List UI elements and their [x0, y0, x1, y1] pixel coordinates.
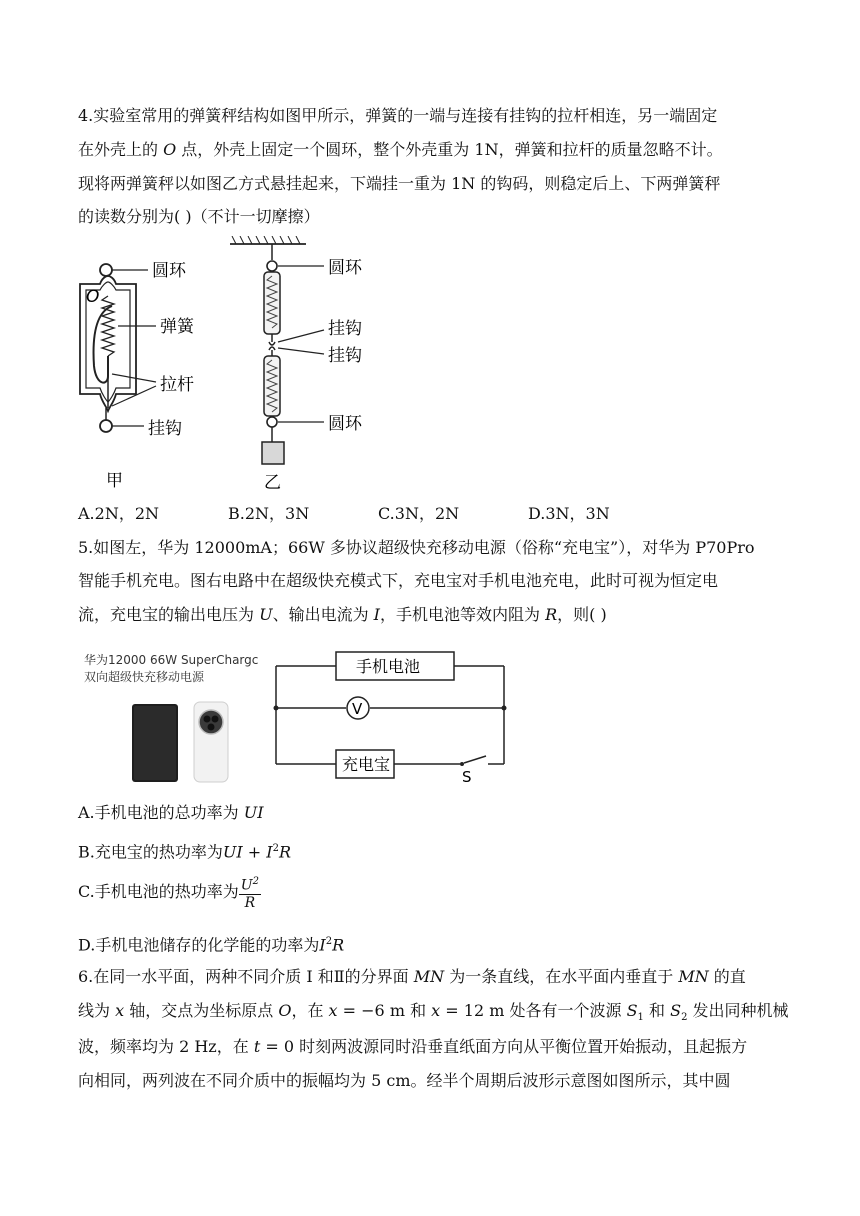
- q5-line-1: 5.如图左，华为 12000mA；66W 多协议超级快充移动电源（俗称“充电宝”），对华为 P70Pro: [78, 538, 755, 557]
- figure-jia: [72, 236, 232, 496]
- opt-b-r: R: [278, 842, 291, 862]
- var-mn: MN: [678, 967, 709, 986]
- opt-d-i: I: [319, 935, 326, 955]
- option-a-q4: A.2N，2N: [78, 504, 160, 523]
- q5-text: ，手机电池等效内阻为: [380, 605, 546, 624]
- figure-yi: [222, 236, 382, 496]
- upper-balance: [264, 272, 280, 334]
- ring-bottom-yi: [267, 417, 277, 427]
- point-o: O: [163, 140, 177, 159]
- opt-b-sup: 2: [272, 843, 279, 854]
- opt-a-expr: UI: [243, 803, 264, 822]
- var-r: R: [545, 605, 558, 624]
- option-b-q5: [78, 839, 291, 862]
- q5-text: ，则( ): [557, 605, 607, 624]
- label-hook1-yi: 挂钩: [328, 319, 362, 339]
- q6-line-3: 波，频率均为 2 Hz，在 t = 0 时刻两波源同时沿垂直纸面方向从平衡位置开始振动，且起振方: [78, 1037, 748, 1056]
- weight-block: [262, 442, 284, 464]
- q5-line-2: 智能手机充电。图右电路中在超级快充模式下，充电宝对手机电池充电，此时可视为恒定电: [78, 571, 719, 590]
- opt-d-text: D.手机电池储存的化学能的功率为: [78, 935, 320, 955]
- q5-text: 、输出电流为: [272, 605, 374, 624]
- var-o: O: [278, 1001, 292, 1020]
- circuit-diagram: [272, 648, 512, 783]
- label-hook2-yi: 挂钩: [328, 346, 362, 366]
- photo-title-2: 双向超级快充移动电源: [84, 670, 205, 684]
- power-bank-label: 充电宝: [342, 755, 391, 774]
- voltmeter-label: V: [352, 700, 363, 718]
- label-ring-top-yi: 圆环: [328, 258, 362, 278]
- q6-line-4: 向相同，两列波在不同介质中的振幅均为 5 cm。经半个周期后波形示意图如图所示，其中圆: [78, 1071, 731, 1090]
- label-spring-jia: 弹簧: [160, 317, 194, 337]
- opt-a-text: A.手机电池的总功率为: [78, 803, 244, 822]
- var-mn: MN: [413, 967, 445, 986]
- q4-line-2: [78, 140, 723, 160]
- var-t: t: [253, 1037, 261, 1056]
- fraction-u2-r: [239, 874, 261, 911]
- label-ring-jia: 圆环: [152, 261, 186, 281]
- option-d-q5: [78, 932, 344, 955]
- switch-s: [464, 756, 486, 763]
- opt-b-text: B.充电宝的热功率为: [78, 842, 223, 862]
- opt-d-sup: 2: [325, 936, 333, 947]
- fraction-numerator: $U^2$: [240, 876, 259, 894]
- ring-jia: [100, 264, 112, 276]
- q4-text: 在外壳上的: [78, 140, 164, 159]
- opt-d-r: R: [332, 935, 345, 955]
- label-hook-jia: 挂钩: [148, 419, 182, 439]
- var-i: I: [373, 605, 380, 624]
- switch-label: S: [462, 768, 472, 783]
- q4-line-1: 4.实验室常用的弹簧秤结构如图甲所示，弹簧的一端与连接有挂钩的拉杆相连，另一端固定: [78, 106, 718, 125]
- opt-b-i: I: [266, 842, 273, 862]
- option-a-q5: [78, 803, 264, 823]
- fraction-denominator: R: [244, 894, 256, 911]
- q5-text: 流，充电宝的输出电压为: [78, 605, 260, 624]
- caption-jia: 甲: [106, 471, 123, 491]
- photo-title-1: 华为12000 66W SuperChargc: [84, 653, 259, 667]
- q4-line-4: 的读数分别为( )（不计一切摩擦）: [78, 207, 320, 226]
- option-d-q4: D.3N，3N: [528, 504, 610, 523]
- power-bank-photo: [78, 648, 268, 788]
- q4-text: 点，外壳上固定一个圆环，整个外壳重为 1N，弹簧和拉杆的质量忽略不计。: [176, 140, 723, 159]
- option-b-q4: B.2N，3N: [228, 504, 310, 523]
- rod-jia: [94, 306, 112, 383]
- label-rod-jia: 拉杆: [160, 375, 194, 395]
- option-c-q5: [78, 874, 261, 911]
- var-x: x: [328, 1001, 338, 1020]
- var-u: U: [259, 605, 273, 624]
- opt-c-text: C.手机电池的热功率为: [78, 882, 239, 901]
- q6-line-1: 6.在同一水平面，两种不同介质 I 和Ⅱ的分界面 MN 为一条直线，在水平面内垂直于 MN 的直: [78, 967, 746, 986]
- caption-yi: 乙: [264, 473, 281, 493]
- ring-top-yi: [267, 261, 277, 271]
- var-x: x: [115, 1001, 125, 1020]
- opt-b-expr: UI: [222, 842, 243, 862]
- q4-line-3: 现将两弹簧秤以如图乙方式悬挂起来，下端挂一重为 1N 的钩码，则稳定后上、下两弹簧秤: [78, 174, 721, 193]
- label-ring-bottom-yi: 圆环: [328, 414, 362, 434]
- option-c-q4: C.3N，2N: [378, 504, 460, 523]
- spring-jia: [102, 296, 114, 356]
- var-s1: S: [626, 1001, 638, 1020]
- battery-label: 手机电池: [356, 657, 421, 676]
- q6-line-2: 线为 x 轴，交点为坐标原点 O，在 x = −6 m 和 x = 12 m 处各有一个波源 $S_1$ 和 $S_2$ 发出同种机械: [78, 1001, 789, 1024]
- hook-jia: [100, 420, 112, 432]
- q5-line-3: [78, 605, 607, 625]
- label-o-jia: O: [86, 287, 100, 307]
- plus-sign: +: [242, 842, 267, 862]
- var-s2: S: [670, 1001, 682, 1020]
- var-x: x: [431, 1001, 441, 1020]
